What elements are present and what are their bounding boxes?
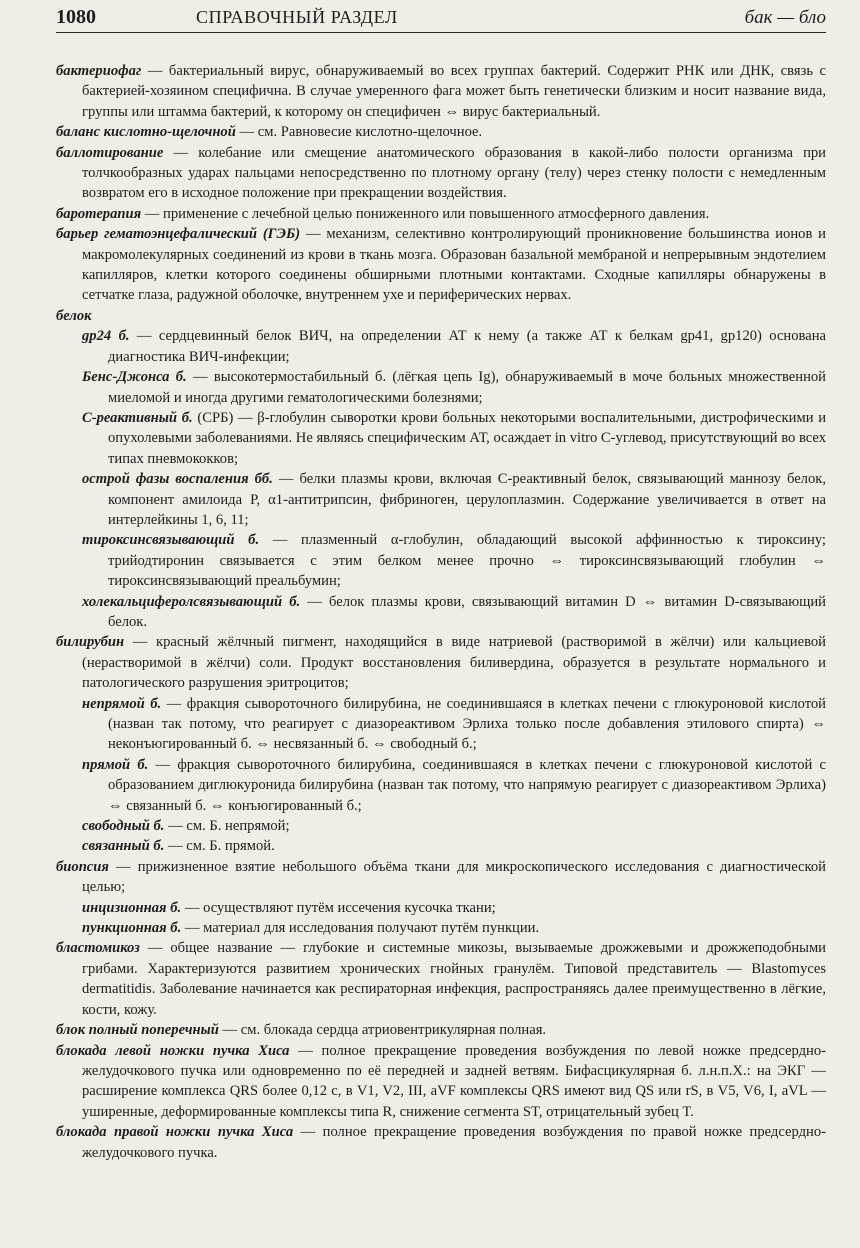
dictionary-entry (56, 938, 826, 1020)
entry-term: бластомикоз (56, 940, 140, 957)
entry-definition: — см. Равновесие кислотно-щелочное. (235, 124, 483, 141)
sub-entry (56, 755, 826, 816)
entry-term: блокада левой ножки пучка Хиса (56, 1042, 290, 1059)
entry-definition: — применение с лечебной целью пониженного или повышенного атмосферного давления. (141, 205, 710, 222)
section-title: СПРАВОЧНЫЙ РАЗДЕЛ (196, 7, 398, 27)
sub-entry (56, 816, 826, 836)
dictionary-entry (56, 204, 826, 224)
entry-term: острой фазы воспаления бб. (82, 471, 273, 488)
entry-definition: — механизм, селективно контролирующий проникновение большинства ионов и макромолекулярных соединений из крови в ткань мозга. Образован базальной мембраной и непрерывным эндотелием капилляров, клетки которого соединены обширными плотными контактами. Сходные капилляры обнаружены в сетчатке глаза, радужной оболочке, внутреннем ухе и периферических нервах. (82, 226, 826, 304)
sub-entry (56, 326, 826, 367)
entry-definition: — бактериальный вирус, обнаруживаемый во всех группах бактерий. Содержит РНК или ДНК, связь с бактерией-хозяином специфична. В случае умеренного фага может быть генетически близким и носит название вида, группы или штамма бактерий, к которому он специфичен ⇔ вирус бактериальный. (82, 63, 826, 120)
sub-entry (56, 694, 826, 755)
entry-definition: (СРБ) — β-глобулин сыворотки крови больных некоторыми воспалительными, дистрофическими и опухолевыми заболеваниями. Не являясь специфическим АТ, осаждает in vitro С-углевод, присутствующий во всех типах пневмококков; (108, 409, 827, 467)
dictionary-entry (56, 224, 826, 306)
dictionary-entry (56, 632, 826, 693)
sub-entry (56, 469, 826, 530)
entry-definition: — полное прекращение проведения возбуждения по правой ножке предсердно-желудочкового пучка. (82, 1124, 826, 1161)
entry-definition: — высокотермостабильный б. (лёгкая цепь Ig), обнаруживаемый в моче больных множественной миеломой и иногда другими гематологическими болезнями; (108, 369, 826, 406)
running-head: бак — бло (744, 7, 826, 28)
entry-term: gp24 б. (82, 328, 130, 345)
sub-entry (56, 898, 826, 918)
entry-definition: — см. Б. непрямой; (164, 818, 290, 835)
entry-definition: — полное прекращение проведения возбуждения по левой ножке предсердно-желудочкового пучка или одновременно по её передней и задней ветвям. Бифасцикулярная б. л.н.п.Х.: на ЭКГ — расширение комплекса QRS более 0,12 с, в V1, V2, III, aVF комплексы QRS имеют вид QS или rS, в V5, V6, I, aVL — уширенные, деформированные комплексы типа R, снижение сегмента ST, отрицательный зубец T. (82, 1042, 826, 1120)
entry-term: баллотирование (56, 144, 164, 161)
page-number: 1080 (56, 6, 96, 28)
dictionary-entry (56, 1041, 826, 1123)
entry-term: тироксинсвязывающий б. (82, 532, 260, 549)
sub-entry (56, 918, 826, 938)
dictionary-entry (56, 1122, 826, 1163)
sub-entry (56, 592, 826, 633)
entry-definition: — осуществляют путём иссечения кусочка ткани; (181, 899, 496, 916)
entry-term: бактериофаг (56, 63, 142, 79)
entry-term: блок полный поперечный (56, 1022, 219, 1039)
entry-definition: — фракция сывороточного билирубина, соединившаяся в клетках печени с глюкуроновой кислотой с образованием диглюкуронида билирубина (назван так потому, что напрямую реагирует с диазореактивом Эрлиха) ⇔ связанный б. ⇔ конъюгированный б.; (108, 756, 826, 814)
entry-definition: — материал для исследования получают путём пункции. (181, 920, 540, 937)
dictionary-entry (56, 306, 826, 326)
entry-term: баротерапия (56, 205, 142, 222)
entry-term: инцизионная б. (82, 899, 182, 916)
entry-term: С-реактивный б. (82, 409, 193, 426)
entry-definition: — белок плазмы крови, связывающий витамин D ⇔ витамин D-связывающий белок. (108, 593, 826, 630)
entry-definition: — фракция сывороточного билирубина, не соединившаяся в клетках печени с глюкуроновой кислотой (назван так потому, что реагирует с диазореактивом Эрлиха только после добавления этилового спирта) ⇔ неконъюгированный б. ⇔ несвязанный б. ⇔ свободный б.; (108, 695, 826, 753)
entry-definition: — красный жёлчный пигмент, находящийся в виде натриевой (растворимой в жёлчи) или кальциевой (нерастворимой в жёлчи) соли. Продукт восстановления биливердина, образуется в результате нормального и патологического разрушения эритроцитов; (82, 634, 826, 692)
entry-term: белок (56, 307, 92, 324)
dictionary-entry (56, 1020, 826, 1040)
entry-term: биопсия (56, 858, 109, 875)
entry-definition: — сердцевинный белок ВИЧ, на определении АТ к нему (а также АТ к белкам gp41, gp120) основана диагностика ВИЧ-инфекции; (108, 328, 826, 365)
page-header (56, 6, 826, 33)
entry-term: пункционная б. (82, 920, 182, 937)
dictionary-entry (56, 857, 826, 898)
entry-term: прямой б. (82, 756, 149, 773)
entry-term: свободный б. (82, 818, 165, 835)
entry-term: связанный б. (82, 838, 165, 855)
entry-definition: — прижизненное взятие небольшого объёма ткани для микроскопического исследования с диагностической целью; (82, 858, 826, 896)
entry-term: непрямой б. (82, 695, 162, 712)
entry-definition: — общее название — глубокие и системные микозы, вызываемые дрожжевыми и дрожжеподобными грибами. Характеризуются развитием хронических гнойных гранулём. Типовой представитель — Blastomyces dermatitidis. Заболевание начинается как респираторная инфекция, распространяясь далее преимущественно в лёгкие, кости, кожу. (82, 940, 826, 1018)
entry-definition: — см. блокада сердца атриовентрикулярная полная. (218, 1022, 547, 1039)
entry-term: баланс кислотно-щелочной (56, 124, 236, 141)
entry-term: Бенс-Джонса б. (82, 369, 187, 386)
dictionary-entry (56, 61, 826, 122)
entry-definition: — белки плазмы крови, включая С-реактивный белок, связывающий маннозу белок, компонент амилоида Р, α1-антитрипсин, фибриноген, церулоплазмин. Содержание увеличивается в ответ на интерлейкины 1, 6, 11; (108, 471, 826, 528)
dictionary-entry (56, 122, 826, 142)
entry-term: билирубин (56, 634, 125, 651)
entry-definition: — см. Б. прямой. (164, 838, 275, 855)
sub-entry (56, 836, 826, 856)
entry-term: блокада правой ножки пучка Хиса (56, 1124, 294, 1141)
dictionary-entries (56, 61, 826, 1163)
sub-entry (56, 530, 826, 591)
entry-definition: — колебание или смещение анатомического образования в какой-либо полости организма при толчкообразных ударах пальцами непосредственно по плотному органу (телу) через стенку полости с немедленным возвратом его в исходное положение при прекращении воздействия. (82, 144, 826, 202)
entry-term: барьер гематоэнцефалический (ГЭБ) (56, 226, 301, 243)
entry-term: холекальциферолсвязывающий б. (82, 593, 301, 610)
dictionary-entry (56, 143, 826, 204)
entry-definition: — плазменный α-глобулин, обладающий высокой аффинностью к тироксину; трийодтиронин связывается с этим белком менее прочно ⇔ тироксинсвязывающий глобулин ⇔ тироксинсвязывающий преальбумин; (108, 532, 826, 590)
sub-entry (56, 367, 826, 408)
sub-entry (56, 408, 826, 469)
